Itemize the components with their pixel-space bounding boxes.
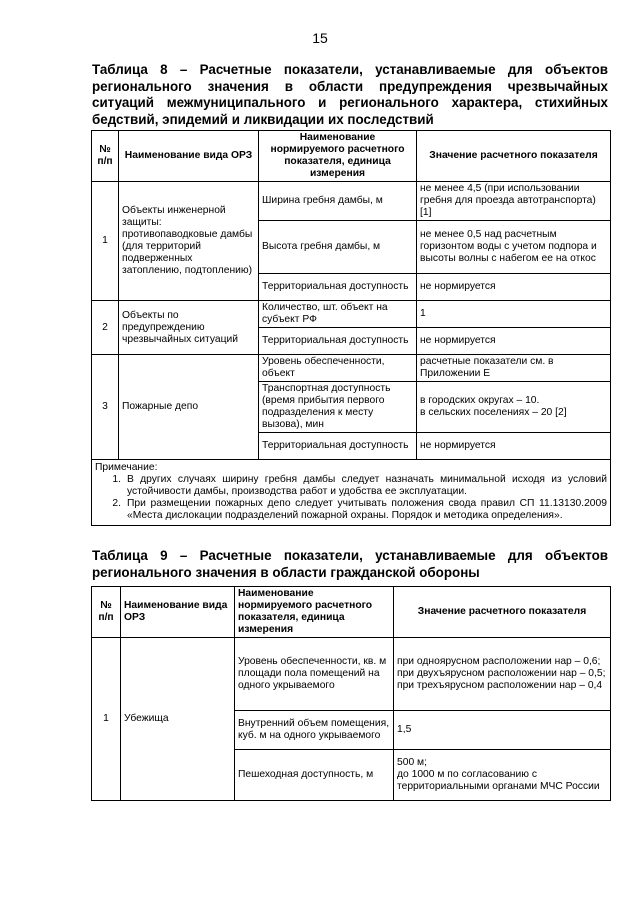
value-cell: расчетные показатели см. в Приложении Е (417, 355, 611, 382)
indicator-cell: Территориальная доступность (259, 274, 417, 301)
note-item (95, 474, 607, 498)
indicator-cell: Уровень обеспеченности, кв. м площади пола помещений на одного укрываемого (235, 638, 394, 711)
value-cell: 1 (417, 301, 611, 328)
note-item (95, 498, 607, 522)
value-line: при одноярусном расположении нар – 0,6; (397, 656, 601, 667)
value-line: в городских округах – 10. (420, 395, 540, 406)
object-type: Убежища (121, 638, 235, 801)
value-cell: не нормируется (417, 433, 611, 460)
note-number: 2. (112, 498, 121, 509)
value-cell: не менее 4,5 (при использовании гребня для проезда автотранспорта) [1] (417, 182, 611, 221)
row-number: 1 (92, 638, 121, 801)
table9-caption: Таблица 9 – Расчетные показатели, устанавливаемые для объектов регионального значения в области гражданской обороны (92, 548, 608, 580)
object-type: Объекты инженерной защиты: противопаводковые дамбы (для территорий подверженных затоплению, подтоплению) (119, 182, 259, 301)
header-type: Наименование вида ОРЗ (119, 131, 259, 182)
table8-caption: Таблица 8 – Расчетные показатели, устанавливаемые для объектов регионального значения в области предупреждения чрезвычайных ситуаций межмуниципального и регионального характера, стихийных бедствий, эпидемий и ликвидации их последствий (92, 62, 608, 127)
row-number: 1 (92, 182, 119, 301)
table-row (92, 355, 611, 382)
note-list (95, 474, 607, 522)
value-cell: не менее 0,5 над расчетным горизонтом воды с учетом подпора и высоты волны с набегом ее на откос (417, 221, 611, 274)
note-text: При размещении пожарных депо следует учитывать положения свода правил СП 11.13130.2009 «Места дислокации подразделений пожарной охраны. Порядок и методика определения». (127, 498, 607, 521)
value-cell: 1,5 (394, 711, 611, 750)
header-no: № п/п (92, 131, 119, 182)
table8-header-row (92, 131, 611, 182)
header-no: № п/п (92, 587, 121, 638)
header-value: Значение расчетного показателя (394, 587, 611, 638)
indicator-cell: Ширина гребня дамбы, м (259, 182, 417, 221)
header-type: Наименование вида ОРЗ (121, 587, 235, 638)
value-cell: не нормируется (417, 274, 611, 301)
header-indicator: Наименование нормируемого расчетного показателя, единица измерения (259, 131, 417, 182)
table-row (92, 638, 611, 711)
note-title: Примечание: (95, 462, 158, 473)
table9-header-row (92, 587, 611, 638)
indicator-cell: Территориальная доступность (259, 328, 417, 355)
value-line: до 1000 м по согласованию с территориальными органами МЧС России (397, 769, 600, 792)
indicator-cell: Территориальная доступность (259, 433, 417, 460)
value-line: в сельских поселениях – 20 [2] (420, 407, 567, 418)
value-cell (417, 382, 611, 433)
row-number: 2 (92, 301, 119, 355)
value-line: 500 м; (397, 757, 427, 768)
table-row (92, 301, 611, 328)
note-cell (92, 460, 611, 526)
indicator-cell: Пешеходная доступность, м (235, 750, 394, 801)
page-number: 15 (312, 30, 328, 46)
value-cell (394, 638, 611, 711)
indicator-cell: Внутренний объем помещения, куб. м на одного укрываемого (235, 711, 394, 750)
table-row (92, 182, 611, 221)
indicator-cell: Уровень обеспеченности, объект (259, 355, 417, 382)
table8 (91, 130, 611, 526)
table8-note-row (92, 460, 611, 526)
object-type: Объекты по предупреждению чрезвычайных ситуаций (119, 301, 259, 355)
header-indicator: Наименование нормируемого расчетного показателя, единица измерения (235, 587, 394, 638)
value-cell (394, 750, 611, 801)
row-number: 3 (92, 355, 119, 460)
indicator-cell: Количество, шт. объект на субъект РФ (259, 301, 417, 328)
value-line: при трехъярусном расположении нар – 0,4 (397, 680, 603, 691)
indicator-cell: Транспортная доступность (время прибытия первого подразделения к месту вызова), мин (259, 382, 417, 433)
value-cell: не нормируется (417, 328, 611, 355)
header-value: Значение расчетного показателя (417, 131, 611, 182)
value-line: при двухъярусном расположении нар – 0,5; (397, 668, 606, 679)
object-type: Пожарные депо (119, 355, 259, 460)
table9 (91, 586, 611, 801)
note-text: В других случаях ширину гребня дамбы следует назначать минимальной исходя из условий устойчивости дамбы, производства работ и удобства ее эксплуатации. (127, 474, 607, 497)
note-number: 1. (112, 474, 121, 485)
indicator-cell: Высота гребня дамбы, м (259, 221, 417, 274)
